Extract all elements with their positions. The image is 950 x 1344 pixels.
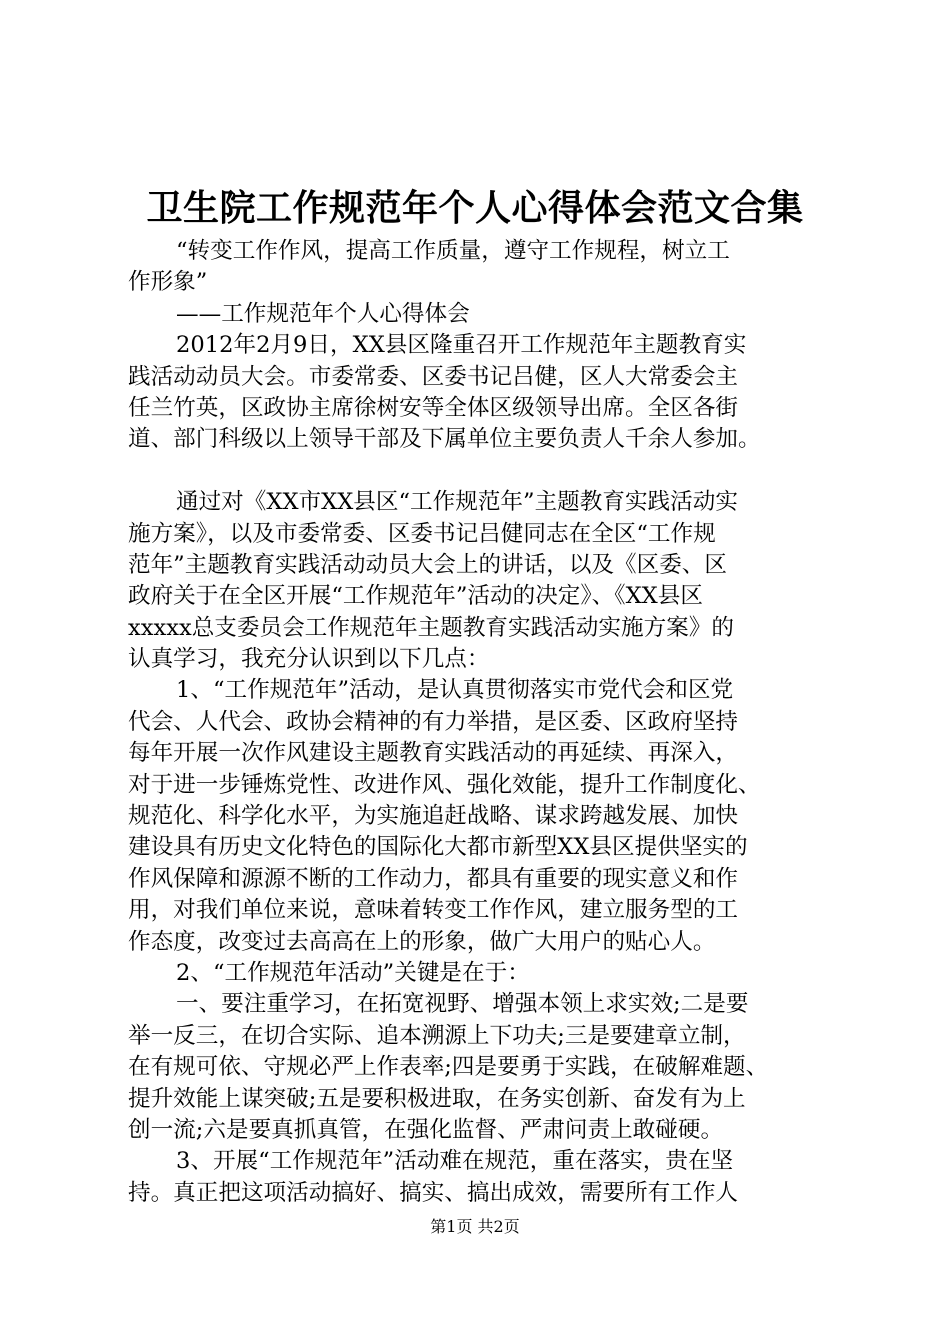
text-line: 提升效能上谋突破;五是要积极进取，在务实创新、奋发有为上 [128, 1085, 746, 1112]
text-line: 举一反三，在切合实际、追本溯源上下功夫;三是要建章立制， [128, 1022, 746, 1049]
text-line: ——工作规范年个人心得体会 [176, 300, 470, 327]
text-line: “转变工作作风，提高工作质量，遵守工作规程，树立工 [176, 238, 730, 264]
text-line: 作态度，改变过去高高在上的形象，做广大用户的贴心人。 [128, 928, 716, 955]
text-line: 在有规可依、守规必严上作表率;四是要勇于实践，在破解难题、 [128, 1054, 769, 1081]
text-line: 2、“工作规范年活动”关键是在于： [176, 959, 530, 986]
text-line: 作风保障和源源不断的工作动力，都具有重要的现实意义和作 [128, 865, 739, 892]
text-line: 2012年2月9日，XX县区隆重召开工作规范年主题教育实 [176, 332, 747, 359]
text-line: xxxxx总支委员会工作规范年主题教育实践活动实施方案》的 [128, 614, 734, 641]
document-body [128, 236, 828, 1209]
text-line: 范年”主题教育实践活动动员大会上的讲话，以及《区委、区 [128, 551, 727, 578]
text-line: 一、要注重学习，在拓宽视野、增强本领上求实效;二是要 [176, 991, 749, 1018]
text-line: 建设具有历史文化特色的国际化大都市新型XX县区提供坚实的 [128, 834, 748, 861]
text-line: 创一流;六是要真抓真管，在强化监督、严肃问责上敢碰硬。 [128, 1116, 724, 1143]
text-line: 对于进一步锤炼党性、改进作风、强化效能，提升工作制度化、 [128, 771, 761, 798]
blank-line [128, 456, 828, 487]
text-line: 作形象” [128, 269, 208, 296]
text-line: 践活动动员大会。市委常委、区委书记吕健，区人大常委会主 [128, 363, 739, 390]
text-line: 道、部门科级以上领导干部及下属单位主要负责人千余人参加。 [128, 426, 761, 453]
text-line: 持。真正把这项活动搞好、搞实、搞出成效，需要所有工作人 [128, 1179, 739, 1206]
text-line: 规范化、科学化水平，为实施追赶战略、谋求跨越发展、加快 [128, 803, 739, 830]
text-line: 3、开展“工作规范年”活动难在规范，重在落实，贵在坚 [176, 1148, 734, 1175]
text-line: 政府关于在全区开展“工作规范年”活动的决定》、《XX县区 [128, 583, 703, 610]
text-line: 通过对《XX市XX县区“工作规范年”主题教育实践活动实 [176, 489, 738, 516]
page-footer: 第1页 共2页 [430, 1217, 520, 1236]
text-line: 代会、人代会、政协会精神的有力举措，是区委、区政府坚持 [128, 708, 739, 735]
text-line: 任兰竹英，区政协主席徐树安等全体区级领导出席。全区各街 [128, 394, 739, 421]
text-line: 认真学习，我充分认识到以下几点： [128, 646, 490, 673]
document-title: 卫生院工作规范年个人心得体会范文合集 [146, 187, 804, 229]
text-line: 施方案》，以及市委常委、区委书记吕健同志在全区“工作规 [128, 520, 716, 547]
text-line: 1、“工作规范年”活动，是认真贯彻落实市党代会和区党 [176, 677, 734, 704]
text-line: 每年开展一次作风建设主题教育实践活动的再延续、再深入， [128, 740, 739, 767]
text-line: 用，对我们单位来说，意味着转变工作作风，建立服务型的工 [128, 897, 739, 924]
